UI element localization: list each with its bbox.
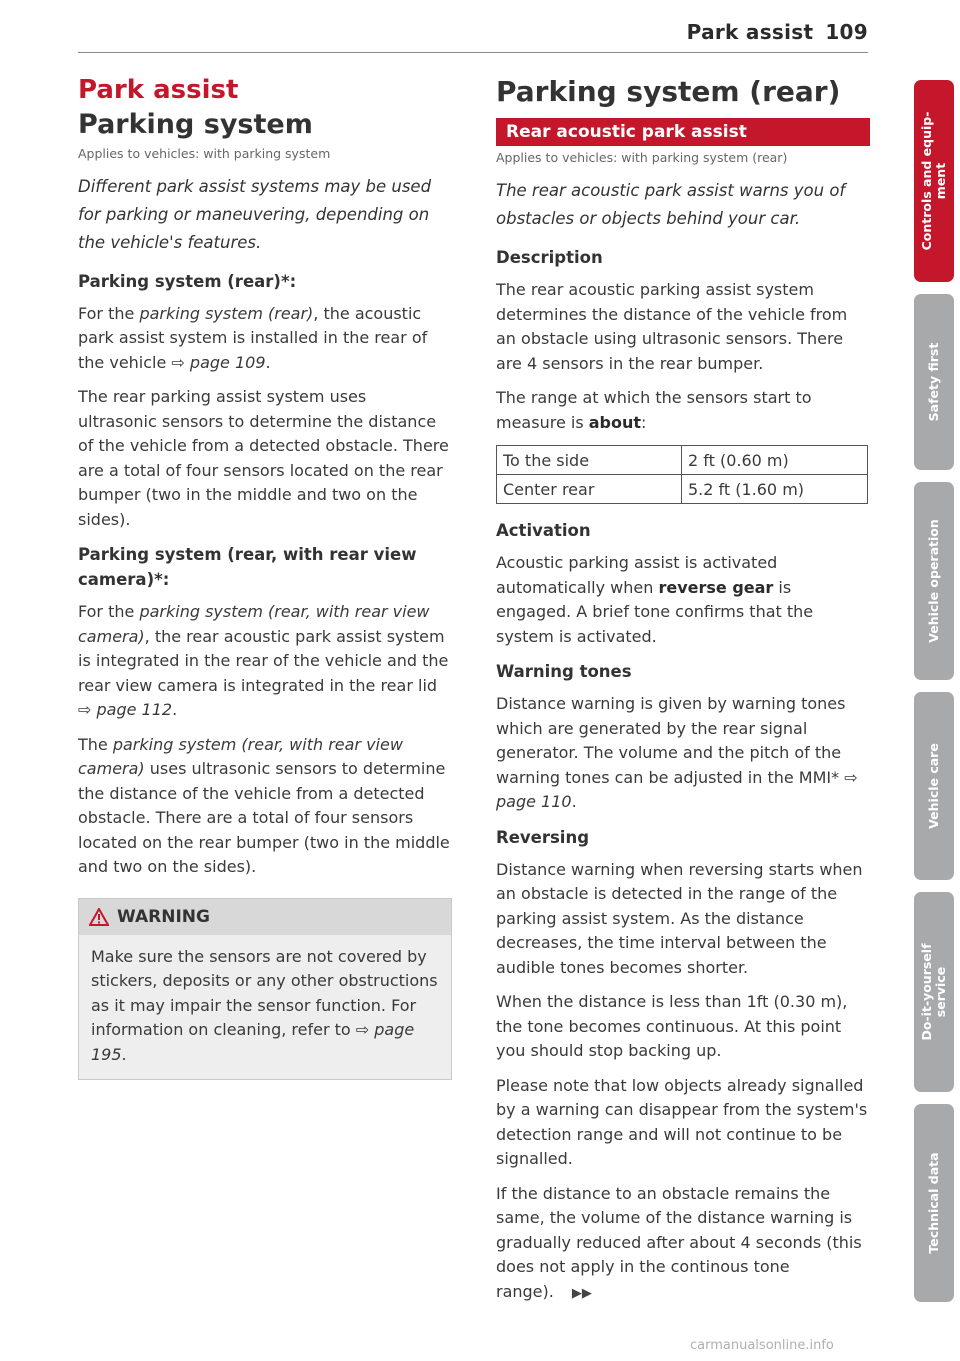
running-head-title: Park assist [686,20,814,44]
subheading-rear: Parking system (rear)*: [78,271,297,291]
right-column [496,74,870,1316]
heading-warning-tones: Warning tones [496,662,632,682]
paragraph: The rear acoustic parking assist system determines the distance of the vehicle from an obstacle using ultrasonic sensors. There are 4 sensors in the rear bumper. [496,280,848,373]
heading-reversing: Reversing [496,827,590,847]
tab-label: Safety first [926,342,941,422]
subheading-rear-camera: Parking system (rear, with rear view camera)*: [78,545,417,590]
paragraph: The rear parking assist system uses ultrasonic sensors to determine the distance of the vehicle from a detected obstacle. There are a total of four sensors located on the rear bumper (two in the middle and two on the sides). [78,387,449,529]
table-cell: 2 ft (0.60 m) [682,446,868,475]
heading-activation: Activation [496,521,591,541]
warning-box [78,898,452,1081]
header-rule [78,52,868,53]
paragraph: For the parking system (rear, with rear view camera), the rear acoustic park assist system is integrated in the rear of the vehicle and the rear view camera is integrated in the rear lid ⇨ page 112. [78,602,449,720]
paragraph: The parking system (rear, with rear view camera) uses ultrasonic sensors to determine the distance of the vehicle from a detected obstacle. There are a total of four sensors located on the rear bumper (two in the middle and two on the sides). [78,734,450,877]
applies-note: Applies to vehicles: with parking system [78,145,331,161]
page-number: 109 [825,20,868,44]
table-cell: Center rear [497,475,682,504]
tab-label: Vehicle operation [926,519,941,643]
paragraph: Distance warning when reversing starts when an obstacle is detected in the range of the parking assist system. As the distance decreases, the time interval between the audible tones becomes shorter. [496,859,863,977]
tab-do-it-yourself-service[interactable] [914,892,954,1092]
intro-text: The rear acoustic park assist warns you of obstacles or objects behind your car. [496,181,846,229]
topic-bar: Rear acoustic park assist [496,118,870,146]
page-ref-link[interactable]: ⇨ page 112 [78,700,173,720]
tab-label: Controls and equip- ment [919,111,948,251]
section-title: Parking system (rear) [496,75,841,108]
table-cell: To the side [497,446,682,475]
tab-technical-data[interactable] [914,1104,954,1302]
table-row [497,446,868,475]
tab-vehicle-operation[interactable] [914,482,954,680]
page-ref-link[interactable]: ⇨ page 109 [171,352,266,372]
paragraph: For the parking system (rear), the acoustic park assist system is installed in the rear of the vehicle ⇨ page 109. [78,303,428,372]
tab-label: Vehicle care [926,743,941,829]
paragraph: When the distance is less than 1ft (0.30 m), the tone becomes continuous. At this point you should stop backing up. [496,992,848,1061]
paragraph: Distance warning is given by warning tones which are generated by the rear signal generator. The volume and the pitch of the warning tones can be adjusted in the MMI* ⇨ page 110. [496,694,858,812]
paragraph: The range at which the sensors start to measure is about: [496,388,812,432]
table-cell: 5.2 ft (1.60 m) [682,475,868,504]
paragraph: Please note that low objects already signalled by a warning can disappear from the system's detection range and will not continue to be signalled. [496,1075,868,1169]
tab-vehicle-care[interactable] [914,692,954,880]
tab-controls-and-equipment[interactable] [914,80,954,282]
intro-text: Different park assist systems may be used for parking or maneuvering, depending on the vehicle's features. [78,176,432,252]
warning-triangle-icon [89,908,109,926]
paragraph: Acoustic parking assist is activated automatically when reverse gear is engaged. A brief tone confirms that the system is activated. [496,553,814,646]
paragraph: If the distance to an obstacle remains the same, the volume of the distance warning is gradually reduced after about 4 seconds (this does not apply in the continous tone range). ▶▶ [496,1183,862,1301]
heading-description: Description [496,248,603,268]
page-ref-link[interactable]: ⇨ page 195 [91,1020,415,1064]
warning-text: Make sure the sensors are not covered by stickers, deposits or any other obstructions as it may impair the sensor function. For information on cleaning, refer to ⇨ page 195. [91,946,438,1064]
tab-label: Do-it-yourself service [919,943,948,1041]
chapter-title: Park assist [78,75,239,105]
tab-label: Technical data [926,1152,941,1254]
applies-note: Applies to vehicles: with parking system (rear) [496,150,788,166]
left-column [78,74,450,1080]
watermark: carmanualsonline.info [690,1338,834,1353]
section-title: Parking system [78,108,313,140]
warning-header [79,899,451,935]
table-row [497,475,868,504]
chapter-tabs [914,80,954,1314]
page-ref-link[interactable]: ⇨ page 110 [496,767,858,812]
tab-safety-first[interactable] [914,294,954,470]
running-head [687,20,868,44]
continue-arrow-icon: ▶▶ [571,1285,592,1301]
range-table [496,445,868,504]
warning-title: WARNING [117,906,210,927]
